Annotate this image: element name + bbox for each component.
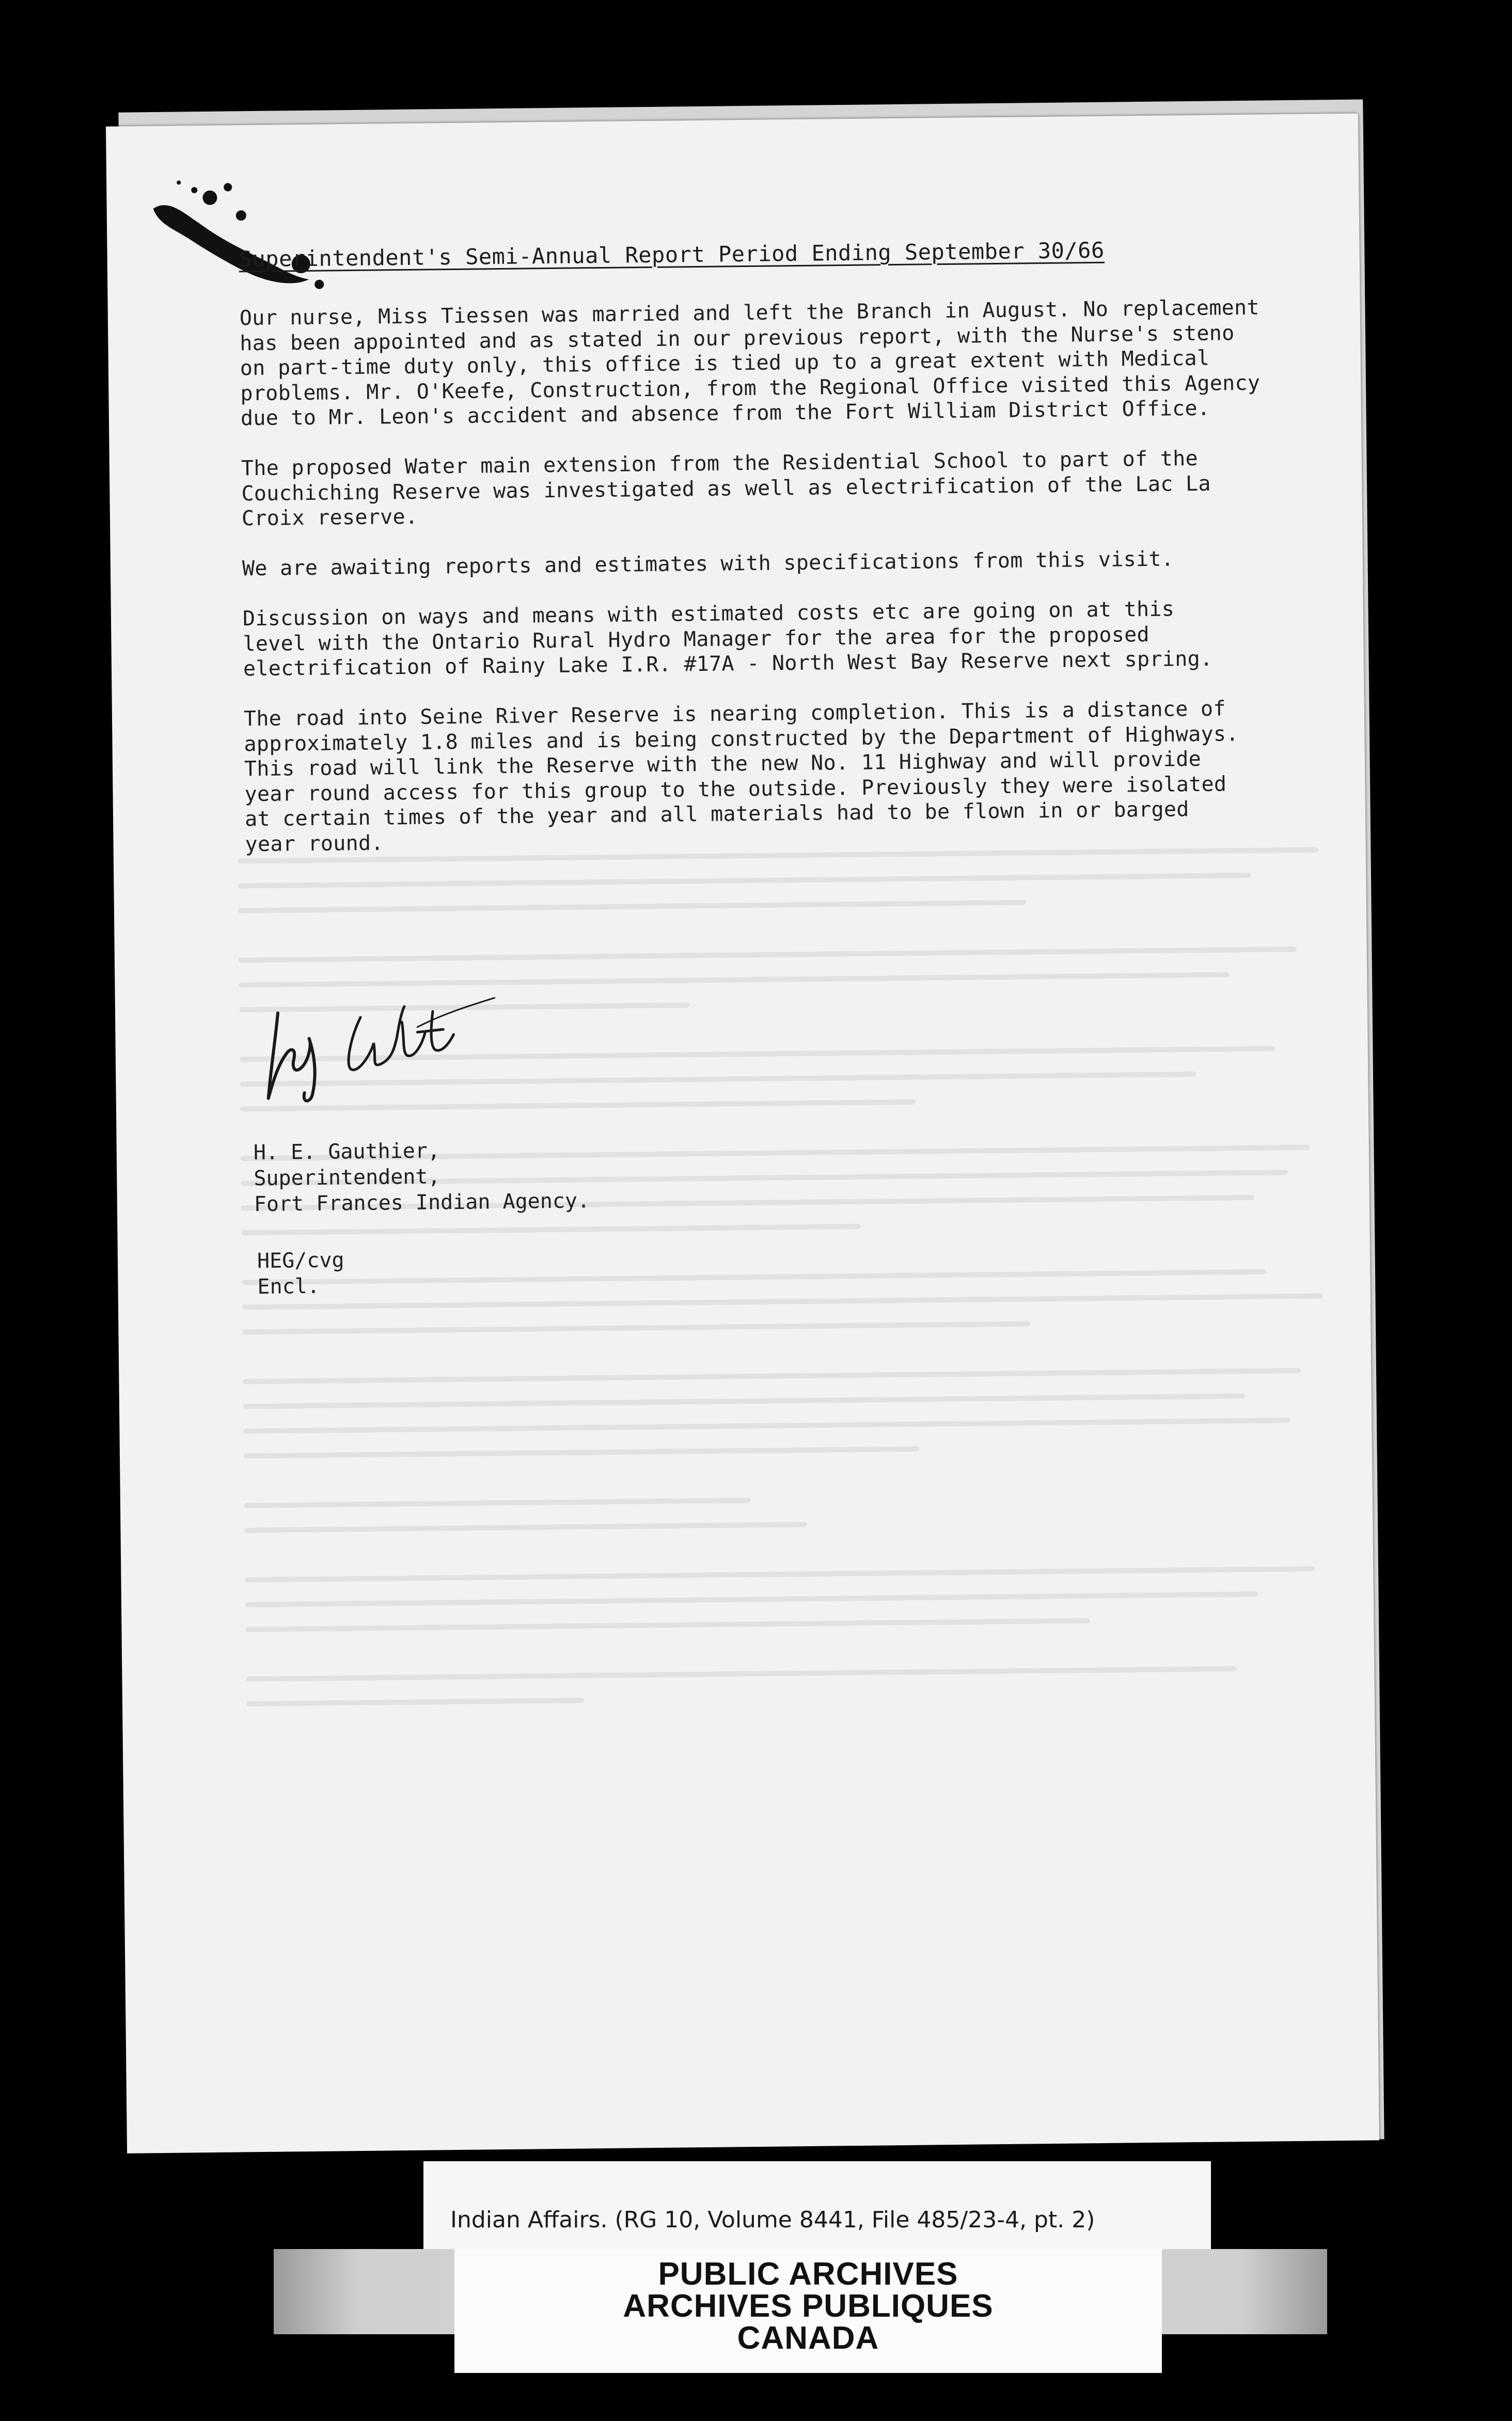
document-page [106, 114, 1379, 2153]
signer-title: Superintendent, [254, 1165, 440, 1191]
paragraph-nurse: Our nurse, Miss Tiessen was married and left the Branch in August. No replacement has been appointed and as stated in our previous report, with the Nurse's steno on part-time duty only, this office is tied up to a great extent with Medical problems. Mr. O'Keefe, Construction, from the Regional Office visited this Agency due to Mr. Leon's accident and absence from the Fort William District Office. [239, 295, 1261, 431]
archives-line-country: CANADA [737, 2320, 879, 2356]
report-body [240, 294, 1356, 882]
paragraph-water-main: The proposed Water main extension from the Residential School to part of the Couchiching Reserve was investigated as well as electrification of the Lac La Croix reserve. [241, 446, 1211, 531]
signature-block [254, 1136, 590, 1217]
signer-name: H. E. Gauthier, [253, 1139, 440, 1165]
archives-stamp [454, 2249, 1162, 2373]
signer-office: Fort Frances Indian Agency. [254, 1189, 590, 1217]
paragraph-hydro: Discussion on ways and means with estimated costs etc are going on at this level with the Ontario Rural Hydro Manager for the area for the proposed electrification of Rainy Lake I.R. #17A - North West Bay Reserve next spring. [242, 597, 1213, 681]
enclosure-note: Encl. [257, 1274, 320, 1299]
report-title: Superintendent's Semi-Annual Report Period Ending September 30/66 [239, 237, 1105, 272]
citation-text: Indian Affairs. (RG 10, Volume 8441, File 485/23-4, pt. 2) [450, 2207, 1095, 2233]
ink-blot [137, 165, 356, 322]
reference-initials: HEG/cvg [257, 1248, 344, 1274]
archives-line-french: ARCHIVES PUBLIQUES [623, 2288, 994, 2324]
paragraph-seine-river-road: The road into Seine River Reserve is nearing completion. This is a distance of approximately 1.8 miles and is being constructed by the Department of Highways. This road will link the Reserve with the new No. 11 Highway and will provide year round access for this group to the outside. Previously they were isolated at certain times of the year and all materials had to be flown in or barged year round. [243, 697, 1239, 856]
paragraph-awaiting-reports: We are awaiting reports and estimates with specifications from this visit. [242, 547, 1174, 581]
reference-block [257, 1247, 345, 1300]
archives-line-english: PUBLIC ARCHIVES [658, 2256, 958, 2292]
handwritten-signature [247, 990, 516, 1117]
